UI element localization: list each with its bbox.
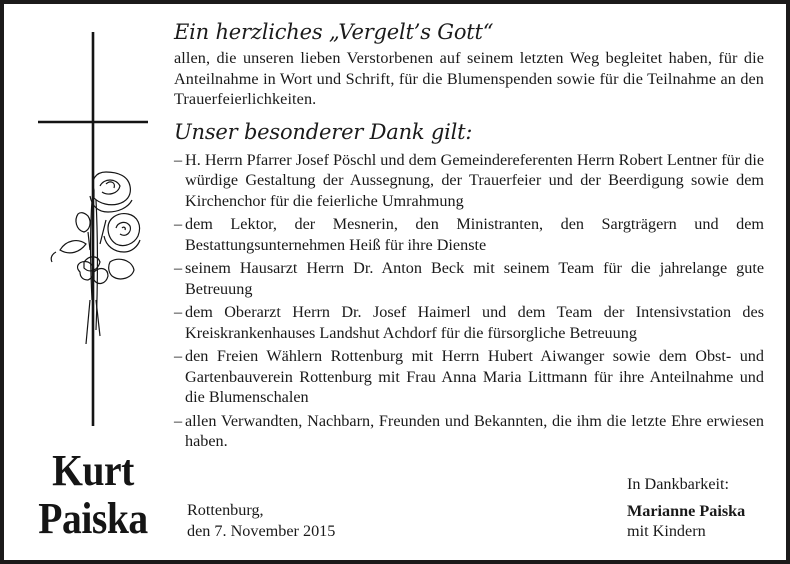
date: den 7. November 2015 — [187, 521, 336, 540]
cross-with-roses-icon — [0, 0, 170, 450]
list-item — [174, 214, 764, 255]
signature-subline: mit Kindern — [627, 522, 706, 540]
intro-paragraph: allen, die unseren lieben Verstorbenen auf seinem letzten Weg begleitet haben, für die Anteilnahme in Wort und Schrift, für die Blumenspenden sowie für die Teilnahme an den Trauerfeierlichkeiten. — [174, 49, 764, 108]
list-item-text: den Freien Wählern Rottenburg mit Herrn Hubert Aiwanger sowie dem Obst- und Gartenbauverein Rottenburg mit Frau Anna Maria Littmann für ihre Anteilnahme und die Blumenschalen — [185, 347, 764, 406]
notice-body — [174, 18, 764, 455]
list-item-text: dem Oberarzt Herrn Dr. Josef Haimerl und dem Team der Intensivstation des Kreiskrankenhauses Landshut Achdorf für die fürsorgliche Betreuung — [185, 303, 764, 342]
thanks-list — [174, 150, 764, 452]
list-item-text: H. Herrn Pfarrer Josef Pöschl und dem Gemeindereferenten Herrn Robert Lentner für die würdige Gestaltung der Aussegnung, der Trauerfeier und der Beerdigung sowie dem Kirchenchor für die feierliche Umrahmung — [185, 150, 764, 210]
dash-bullet: – — [174, 215, 183, 233]
dash-bullet: – — [174, 259, 183, 277]
list-item-text: dem Lektor, der Mesnerin, den Ministranten, den Sargträgern und dem Bestattungsunternehmen Heiß für ihre Dienste — [185, 215, 764, 254]
signature-name: Marianne Paiska — [627, 501, 746, 520]
dash-bullet: – — [174, 411, 183, 430]
list-item-text: seinem Hausarzt Herrn Dr. Anton Beck mit seinem Team für die jahrelange gute Betreuung — [185, 259, 764, 298]
deceased-last-name: Paiska — [38, 494, 148, 543]
deceased-name — [26, 447, 161, 543]
place: Rottenburg, — [187, 501, 264, 519]
dash-bullet: – — [174, 303, 183, 321]
thanks-heading-main: Ein herzliches „Vergelt’s Gott“ — [174, 20, 494, 44]
dash-bullet: – — [174, 347, 183, 365]
list-item — [174, 411, 764, 452]
list-item — [174, 302, 764, 343]
dash-bullet: – — [174, 150, 183, 169]
list-item-text: allen Verwandten, Nachbarn, Freunden und Bekannten, die ihm die letzte Ehre erwiesen haben. — [185, 411, 764, 450]
list-item — [174, 258, 764, 299]
deceased-first-name: Kurt — [52, 446, 134, 495]
special-thanks-heading: Unser besonderer Dank gilt: — [174, 119, 473, 144]
gratitude-label: In Dankbarkeit: — [627, 475, 730, 493]
list-item — [174, 346, 764, 408]
place-date — [187, 500, 335, 541]
signature-block — [627, 474, 745, 542]
list-item — [174, 150, 764, 212]
